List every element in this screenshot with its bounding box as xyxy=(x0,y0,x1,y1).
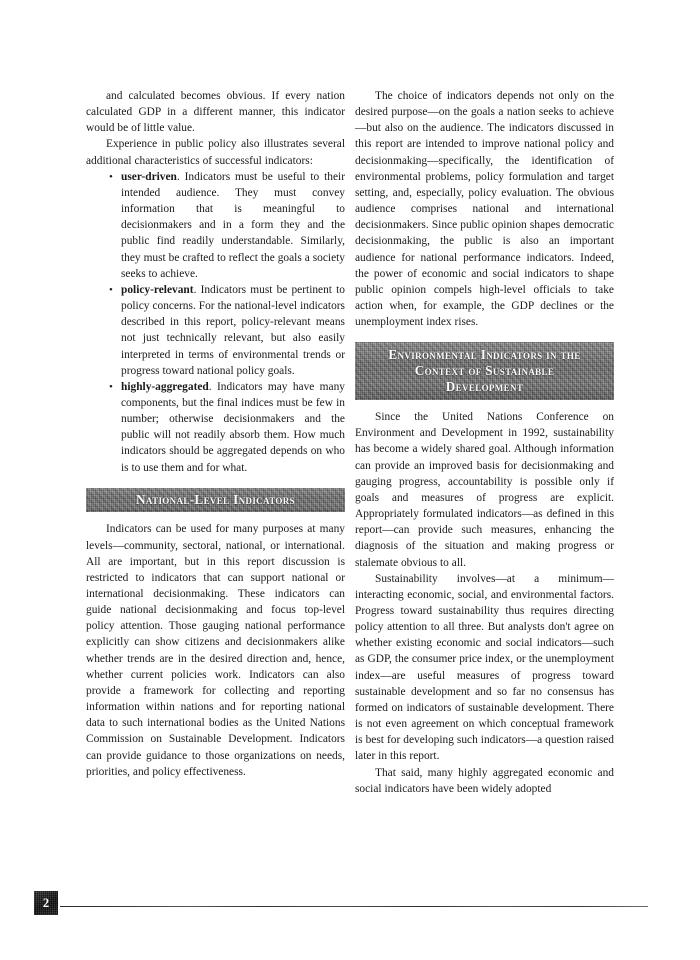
left-paragraph-2: Experience in public policy also illustrates several additional characteristics of successful indicators: xyxy=(86,138,345,167)
list-item xyxy=(86,169,345,282)
bullet-icon: • xyxy=(109,170,113,183)
bullet-icon: • xyxy=(109,283,113,296)
right-paragraph-1: The choice of indicators depends not only on the desired purpose—on the goals a nation seeks to achieve—but also on the audience. The indicators discussed in this report are intended to improve national policy and decisionmaking—specifically, the identification of environmental problems, policy formulation and target setting, and, especially, policy evaluation. The obvious audience comprises national and international decisionmakers. Since public opinion shapes democratic decisionmaking, the public is also an important audience for national performance indicators. Indeed, the power of economic and social indicators to shape public opinion compels high-level officials to take action when, for example, the GDP declines or the unemployment index rises. xyxy=(355,90,614,329)
right-paragraph-2: Since the United Nations Conference on Environment and Development in 1992, sustainability has become a widely shared goal. Although information can provide an improved basis for decisionmaking and gauging progress, accountability is possible only if goals and measures of progress are explicit. Appropriately formulated indicators—as defined in this report—can provide such measures, enhancing the diagnosis of the situation and making progress or stalemate obvious to all. xyxy=(355,411,614,569)
right-paragraph-3: Sustainability involves—at a minimum—interacting economic, social, and environmental factors. Progress toward sustainability thus requires directing policy attention to all three. But analysts don't agree on whether existing economic and social indicators—such as GDP, the consumer price index, or the unemployment index—are useful measures of progress toward sustainable development and so far no consensus has formed on indicators of sustainable development. There is not even agreement on which conceptual framework is best for developing such indicators—a question raised later in this report. xyxy=(355,572,614,763)
characteristic-text: . Indicators may have many components, but the final indices must be few in number; otherwise decisionmakers and the public will not readily absorb them. How much indicators should be aggregated depends on who is to use them and for what. xyxy=(121,380,345,474)
section-heading-line: Development xyxy=(445,378,524,394)
section-heading-national-level-indicators xyxy=(86,488,345,513)
right-text-column xyxy=(355,88,614,868)
list-item xyxy=(86,282,345,379)
characteristic-text: . Indicators must be useful to their intended audience. They must convey information that is meaningful to decisionmakers and in a form they and the public find readily understandable. Similarly, they must be crafted to reflect the goals a society seeks to achieve. xyxy=(121,170,345,280)
characteristic-term: user-driven xyxy=(121,170,177,183)
list-item xyxy=(86,379,345,476)
section-heading-line: Context of Sustainable xyxy=(414,362,555,378)
page-number-badge: 2 xyxy=(34,891,58,915)
characteristic-text: . Indicators must be pertinent to policy concerns. For the national-level indicators described in this report, policy-relevant means not just technically relevant, but also easily interpreted in terms of environmental trends or progress toward national policy goals. xyxy=(121,283,345,377)
bullet-icon: • xyxy=(109,380,113,393)
left-paragraph-3: Indicators can be used for many purposes at many levels—community, sectoral, national, or international. All are important, but in this report discussion is restricted to indicators that can support national or international decisionmaking. These indicators can guide national decisionmaking and focus top-level policy attention. Those gauging national performance explicitly can show citizens and decisionmakers alike whether trends are in the desired direction and, hence, whether current policies work. Indicators can also provide a framework for collecting and reporting information within nations and for reporting national data to such international bodies as the United Nations Commission on Sustainable Development. Indicators can provide guidance to those organizations on needs, priorities, and policy effectiveness. xyxy=(86,523,345,778)
left-paragraph-1: and calculated becomes obvious. If every nation calculated GDP in a different manner, this indicator would be of little value. xyxy=(86,90,345,135)
two-column-text-body xyxy=(86,88,614,868)
section-heading-line: Environmental Indicators in the xyxy=(388,347,581,363)
characteristic-term: highly-aggregated xyxy=(121,380,209,393)
left-text-column xyxy=(86,88,345,868)
section-heading-line: National-Level Indicators xyxy=(136,491,295,507)
successful-indicator-characteristics-list xyxy=(86,169,345,476)
characteristic-term: policy-relevant xyxy=(121,283,194,296)
page-footer xyxy=(34,891,666,921)
right-paragraph-4: That said, many highly aggregated economic and social indicators have been widely adopted xyxy=(355,766,614,795)
section-heading-environmental-indicators xyxy=(355,342,614,400)
footer-divider-rule xyxy=(60,906,648,907)
